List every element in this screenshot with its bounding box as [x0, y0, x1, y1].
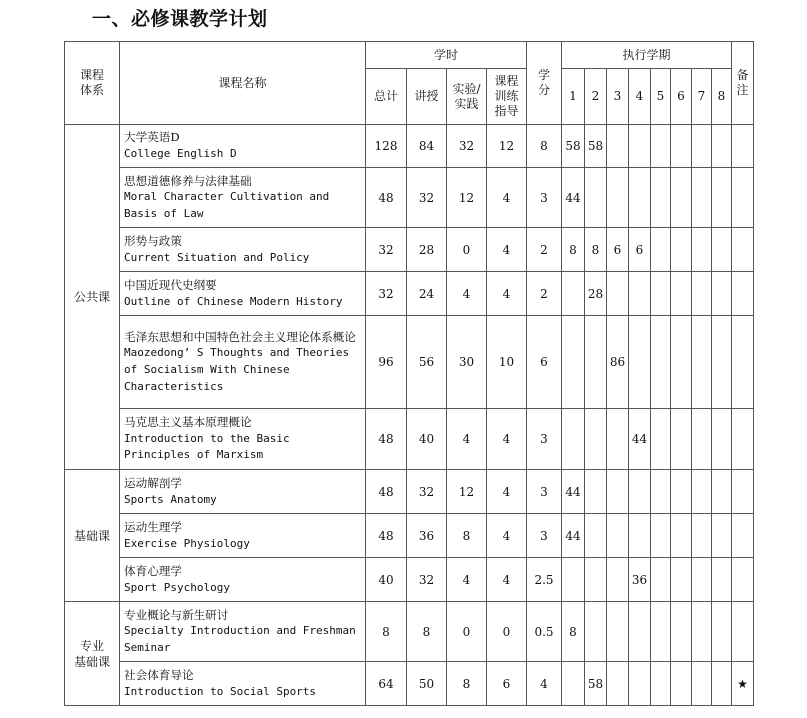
- table-row: [65, 125, 754, 168]
- cell-credits: 2: [527, 228, 562, 272]
- cell-lab: 4: [447, 409, 487, 470]
- required-courses-table: [64, 41, 754, 706]
- cell-semester-3: 6: [607, 228, 629, 272]
- cell-remark: [732, 316, 754, 409]
- cell-lecture: 50: [407, 662, 447, 706]
- cell-semester-3: [607, 514, 629, 558]
- course-name-cell: [120, 125, 366, 168]
- cell-semester-1: [562, 409, 585, 470]
- cell-credits: 0.5: [527, 602, 562, 662]
- cell-remark: [732, 602, 754, 662]
- cell-lecture: 36: [407, 514, 447, 558]
- course-name-cn: 运动生理学: [124, 519, 182, 534]
- course-name-cell: [120, 168, 366, 228]
- course-name-cn: 形势与政策: [124, 233, 182, 248]
- cell-semester-3: 86: [607, 316, 629, 409]
- cell-semester-8: [712, 272, 732, 316]
- cell-semester-5: [651, 662, 671, 706]
- cell-lecture: 56: [407, 316, 447, 409]
- cell-total: 96: [366, 316, 407, 409]
- cell-semester-4: 36: [629, 558, 651, 602]
- course-name-cn: 马克思主义基本原理概论: [124, 415, 252, 430]
- cell-training: 0: [487, 602, 527, 662]
- cell-semester-7: [692, 514, 712, 558]
- cell-semester-6: [671, 168, 692, 228]
- cell-semester-1: [562, 316, 585, 409]
- cell-credits: 3: [527, 470, 562, 514]
- cell-total: 32: [366, 228, 407, 272]
- cell-semester-3: [607, 558, 629, 602]
- cell-semester-5: [651, 272, 671, 316]
- header-semester-1: 1: [562, 69, 585, 125]
- course-name-en: Introduction to Social Sports: [124, 684, 317, 698]
- cell-semester-7: [692, 470, 712, 514]
- cell-semester-8: [712, 168, 732, 228]
- cell-semester-8: [712, 602, 732, 662]
- cell-credits: 3: [527, 168, 562, 228]
- cell-semester-2: 58: [585, 125, 607, 168]
- cell-credits: 2.5: [527, 558, 562, 602]
- cell-lab: 4: [447, 272, 487, 316]
- cell-lecture: 32: [407, 168, 447, 228]
- table-row: [65, 470, 754, 514]
- cell-semester-6: [671, 125, 692, 168]
- cell-lab: 0: [447, 228, 487, 272]
- cell-semester-1: [562, 558, 585, 602]
- cell-semester-6: [671, 409, 692, 470]
- course-name-cell: [120, 602, 366, 662]
- cell-lecture: 8: [407, 602, 447, 662]
- header-course-system: [65, 42, 120, 125]
- cell-semester-5: [651, 558, 671, 602]
- cell-lecture: 84: [407, 125, 447, 168]
- cell-semester-3: [607, 168, 629, 228]
- cell-total: 32: [366, 272, 407, 316]
- header-course-name: 课程名称: [120, 42, 366, 125]
- cell-remark: [732, 228, 754, 272]
- cell-lab: 0: [447, 602, 487, 662]
- cell-semester-4: [629, 272, 651, 316]
- cell-total: 48: [366, 168, 407, 228]
- cell-semester-7: [692, 316, 712, 409]
- course-name-en: Outline of Chinese Modern History: [124, 294, 343, 308]
- table-row: [65, 558, 754, 602]
- cell-total: 48: [366, 514, 407, 558]
- cell-lecture: 32: [407, 470, 447, 514]
- header-remark: [732, 42, 754, 125]
- cell-remark: [732, 514, 754, 558]
- cell-semester-6: [671, 514, 692, 558]
- cell-semester-7: [692, 125, 712, 168]
- course-name-en: College English D: [124, 147, 237, 160]
- cell-semester-1: [562, 662, 585, 706]
- cell-semester-6: [671, 662, 692, 706]
- cell-semester-2: [585, 409, 607, 470]
- cell-remark: [732, 125, 754, 168]
- header-training-hours-text: 课程 训练 指导: [494, 74, 519, 118]
- cell-semester-5: [651, 409, 671, 470]
- course-name-cell: [120, 409, 366, 470]
- cell-lab: 8: [447, 662, 487, 706]
- table-row: [65, 316, 754, 409]
- cell-semester-8: [712, 125, 732, 168]
- cell-semester-1: 44: [562, 470, 585, 514]
- header-semester-7: 7: [692, 69, 712, 125]
- cell-total: 64: [366, 662, 407, 706]
- cell-semester-1: 44: [562, 514, 585, 558]
- course-name-en: Moral Character Cultivation and Basis of Law: [124, 190, 330, 220]
- cell-semester-3: [607, 470, 629, 514]
- cell-semester-1: 58: [562, 125, 585, 168]
- cell-remark: [732, 558, 754, 602]
- cell-semester-7: [692, 662, 712, 706]
- cell-semester-4: [629, 514, 651, 558]
- cell-semester-8: [712, 470, 732, 514]
- cell-semester-3: [607, 662, 629, 706]
- cell-semester-8: [712, 316, 732, 409]
- cell-credits: 2: [527, 272, 562, 316]
- category-cell: [65, 125, 120, 470]
- cell-total: 40: [366, 558, 407, 602]
- cell-semester-8: [712, 662, 732, 706]
- table-row: [65, 409, 754, 470]
- cell-semester-4: [629, 602, 651, 662]
- cell-training: 4: [487, 272, 527, 316]
- course-name-cell: [120, 228, 366, 272]
- cell-lecture: 24: [407, 272, 447, 316]
- table-row: [65, 662, 754, 706]
- header-remark-text: 备 注: [736, 68, 749, 97]
- cell-remark: [732, 470, 754, 514]
- header-semesters: 执行学期: [562, 42, 732, 69]
- cell-semester-5: [651, 228, 671, 272]
- cell-semester-2: 8: [585, 228, 607, 272]
- cell-semester-5: [651, 470, 671, 514]
- header-semester-2: 2: [585, 69, 607, 125]
- cell-lecture: 28: [407, 228, 447, 272]
- course-name-cell: [120, 558, 366, 602]
- header-course-system-text: 课程 体系: [79, 68, 104, 97]
- cell-semester-8: [712, 558, 732, 602]
- cell-credits: 3: [527, 409, 562, 470]
- cell-semester-1: 8: [562, 602, 585, 662]
- cell-lab: 12: [447, 168, 487, 228]
- table-row: [65, 168, 754, 228]
- header-semester-5: 5: [651, 69, 671, 125]
- cell-lecture: 40: [407, 409, 447, 470]
- cell-semester-6: [671, 272, 692, 316]
- cell-semester-2: [585, 514, 607, 558]
- table-row: [65, 272, 754, 316]
- section-title: 一、必修课教学计划: [92, 8, 268, 30]
- category-label: 公共课: [73, 290, 110, 304]
- course-name-cell: [120, 470, 366, 514]
- course-name-cn: 体育心理学: [124, 563, 182, 578]
- cell-semester-4: 6: [629, 228, 651, 272]
- cell-semester-1: [562, 272, 585, 316]
- cell-credits: 8: [527, 125, 562, 168]
- cell-semester-2: 28: [585, 272, 607, 316]
- header-semester-4: 4: [629, 69, 651, 125]
- cell-semester-2: [585, 470, 607, 514]
- table-row: [65, 602, 754, 662]
- cell-semester-5: [651, 514, 671, 558]
- cell-semester-2: 58: [585, 662, 607, 706]
- course-name-en: Maozedong’ S Thoughts and Theories of Socialism With Chinese Characteristics: [124, 346, 350, 393]
- cell-semester-5: [651, 602, 671, 662]
- cell-semester-5: [651, 125, 671, 168]
- cell-semester-2: [585, 602, 607, 662]
- cell-lab: 4: [447, 558, 487, 602]
- cell-lab: 30: [447, 316, 487, 409]
- table-row: [65, 228, 754, 272]
- course-name-en: Sport Psychology: [124, 580, 230, 594]
- cell-training: 4: [487, 514, 527, 558]
- cell-credits: 6: [527, 316, 562, 409]
- cell-training: 4: [487, 409, 527, 470]
- header-lab-hours: [447, 69, 487, 125]
- course-name-cn: 中国近现代史纲要: [124, 277, 217, 292]
- cell-lecture: 32: [407, 558, 447, 602]
- cell-remark: [732, 168, 754, 228]
- category-cell: [65, 602, 120, 706]
- category-cell: [65, 470, 120, 602]
- cell-semester-3: [607, 602, 629, 662]
- cell-semester-4: [629, 316, 651, 409]
- category-label: 基础课: [73, 528, 110, 543]
- table-row: [65, 514, 754, 558]
- cell-semester-7: [692, 558, 712, 602]
- cell-semester-3: [607, 272, 629, 316]
- course-name-en: Specialty Introduction and Freshman Seminar: [124, 624, 356, 654]
- course-name-cn: 思想道德修养与法律基础: [124, 173, 252, 188]
- header-total-hours: 总计: [366, 69, 407, 125]
- header-semester-8: 8: [712, 69, 732, 125]
- header-hours: 学时: [366, 42, 527, 69]
- cell-semester-4: [629, 662, 651, 706]
- cell-credits: 4: [527, 662, 562, 706]
- cell-semester-6: [671, 558, 692, 602]
- cell-semester-3: [607, 409, 629, 470]
- cell-semester-2: [585, 168, 607, 228]
- cell-semester-5: [651, 168, 671, 228]
- cell-semester-4: [629, 470, 651, 514]
- cell-lab: 12: [447, 470, 487, 514]
- cell-training: 12: [487, 125, 527, 168]
- course-name-cell: [120, 316, 366, 409]
- cell-remark: [732, 409, 754, 470]
- cell-semester-6: [671, 470, 692, 514]
- cell-semester-2: [585, 558, 607, 602]
- cell-semester-4: 44: [629, 409, 651, 470]
- cell-semester-7: [692, 272, 712, 316]
- header-training-hours: [487, 69, 527, 125]
- course-name-en: Sports Anatomy: [124, 492, 217, 506]
- course-name-cell: [120, 514, 366, 558]
- cell-semester-5: [651, 316, 671, 409]
- cell-credits: 3: [527, 514, 562, 558]
- course-name-en: Exercise Physiology: [124, 536, 250, 550]
- header-semester-6: 6: [671, 69, 692, 125]
- cell-lab: 8: [447, 514, 487, 558]
- cell-training: 4: [487, 558, 527, 602]
- header-credits-text: 学 分: [537, 68, 550, 97]
- cell-semester-1: 8: [562, 228, 585, 272]
- cell-semester-8: [712, 514, 732, 558]
- cell-semester-6: [671, 228, 692, 272]
- cell-semester-2: [585, 316, 607, 409]
- cell-semester-4: [629, 168, 651, 228]
- cell-semester-4: [629, 125, 651, 168]
- cell-total: 48: [366, 470, 407, 514]
- cell-semester-7: [692, 168, 712, 228]
- cell-training: 4: [487, 168, 527, 228]
- header-lab-hours-text: 实验/ 实践: [452, 81, 481, 111]
- course-name-en: Current Situation and Policy: [124, 250, 310, 264]
- course-name-en: Introduction to the Basic Principles of Marxism: [124, 431, 290, 462]
- cell-semester-7: [692, 602, 712, 662]
- course-name-cn: 毛泽东思想和中国特色社会主义理论体系概论: [124, 329, 356, 344]
- cell-training: 10: [487, 316, 527, 409]
- cell-total: 48: [366, 409, 407, 470]
- course-name-cn: 专业概论与新生研讨: [124, 607, 229, 622]
- cell-lab: 32: [447, 125, 487, 168]
- course-name-cell: [120, 662, 366, 706]
- course-name-cn: 社会体育导论: [124, 667, 194, 682]
- cell-semester-7: [692, 228, 712, 272]
- course-name-cn: 大学英语D: [124, 130, 180, 145]
- header-credits: [527, 42, 562, 125]
- cell-semester-7: [692, 409, 712, 470]
- cell-total: 8: [366, 602, 407, 662]
- cell-remark: ★: [732, 662, 754, 706]
- cell-training: 6: [487, 662, 527, 706]
- cell-semester-8: [712, 228, 732, 272]
- cell-semester-8: [712, 409, 732, 470]
- cell-semester-6: [671, 316, 692, 409]
- category-label: 专业 基础课: [73, 638, 110, 669]
- course-name-cell: [120, 272, 366, 316]
- cell-remark: [732, 272, 754, 316]
- cell-total: 128: [366, 125, 407, 168]
- cell-training: 4: [487, 470, 527, 514]
- header-lecture-hours: 讲授: [407, 69, 447, 125]
- cell-training: 4: [487, 228, 527, 272]
- cell-semester-1: 44: [562, 168, 585, 228]
- cell-semester-6: [671, 602, 692, 662]
- cell-semester-3: [607, 125, 629, 168]
- header-semester-3: 3: [607, 69, 629, 125]
- course-name-cn: 运动解剖学: [124, 475, 182, 490]
